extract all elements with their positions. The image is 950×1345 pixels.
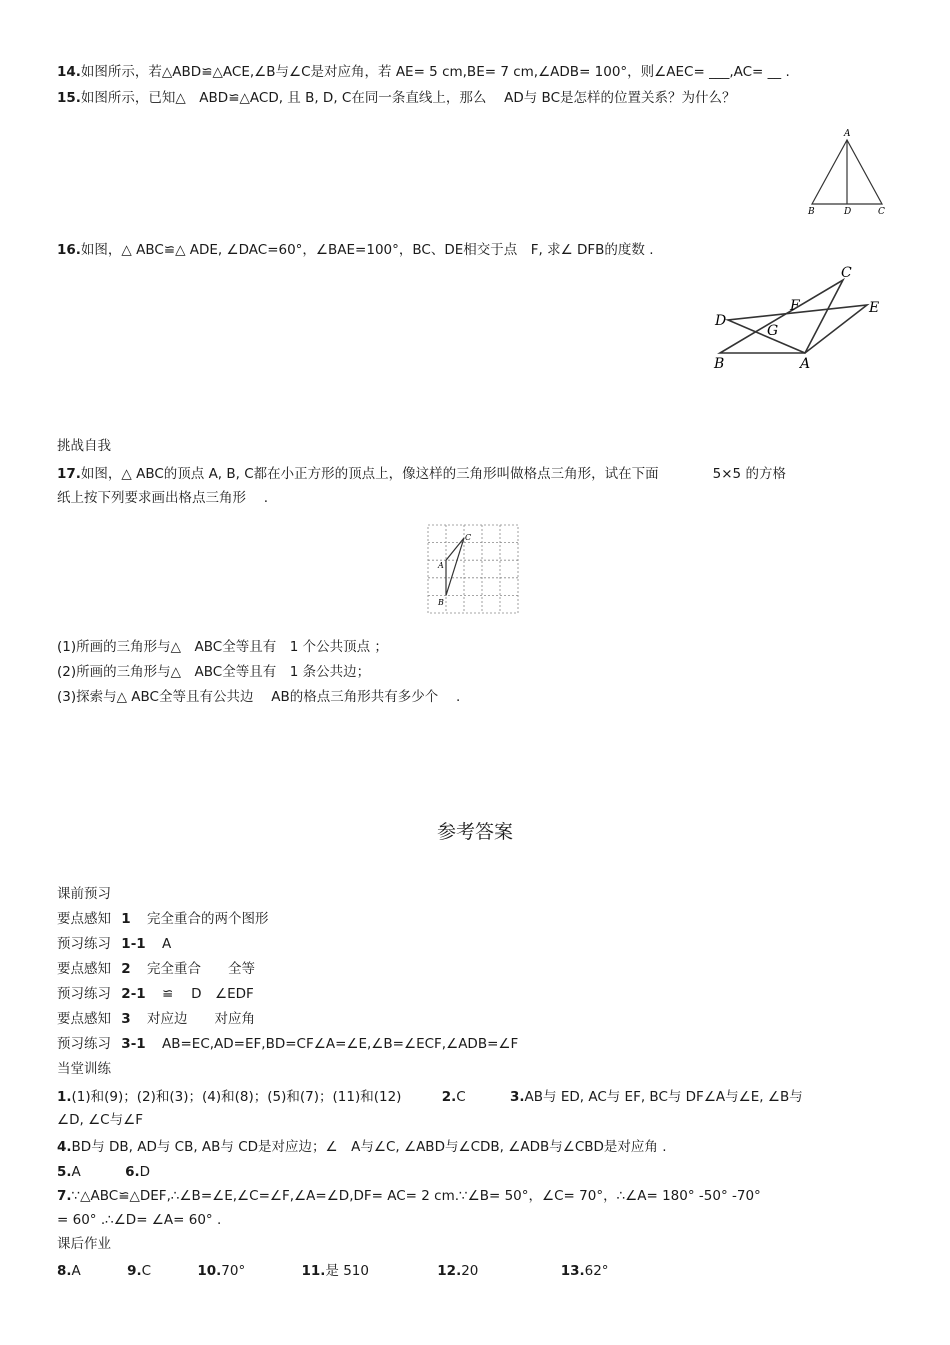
answer-text: ∵△ABC≌△DEF,∴∠B=∠E,∠C=∠F,∠A=∠D,DF= AC= 2 cm.∵∠B= 50°，∠C= 70°，∴∠A= 180° -50° -70° (71, 1188, 761, 1204)
question-text: 如图所示，若△ABD≌△ACE,∠B与∠C是对应角，若 AE= 5 cm,BE= 7 cm,∠ADB= 100°，则∠AEC= ___,AC= __ . (80, 64, 790, 80)
answer-text: 对应边 对应角 (147, 1011, 255, 1027)
answer-number: 10. (197, 1263, 222, 1279)
answer-number: 2. (441, 1089, 457, 1105)
question-number: 17. (57, 466, 81, 482)
answer-text: (1)和(9)；(2)和(3)；(4)和(8)；(5)和(7)；(11)和(12) (71, 1089, 402, 1105)
question-16 (57, 240, 654, 260)
answer-text: 20 (461, 1263, 479, 1279)
answer-3-continued: ∠D, ∠C与∠F (57, 1112, 143, 1128)
answer-number: 2 (121, 961, 131, 977)
label-F: F (790, 298, 800, 314)
answer-number: 3. (510, 1089, 525, 1105)
label-G: G (767, 323, 779, 339)
answer-number: 6. (125, 1164, 140, 1180)
answer-text: 完全重合 全等 (147, 961, 255, 977)
answer-number: 11. (301, 1263, 326, 1279)
answer-text: 70° (221, 1263, 246, 1279)
answer-text: 62° (584, 1263, 609, 1279)
answer-practice-3-1 (57, 1034, 518, 1054)
label-D: D (715, 313, 727, 329)
answer-label: 预习练习 (57, 986, 111, 1002)
label-A: A (800, 356, 811, 372)
answer-number: 5. (57, 1164, 72, 1180)
answer-number: 4. (57, 1139, 72, 1155)
q17-part-1: (1)所画的三角形与△ ABC全等且有 1 个公共顶点 ； (57, 639, 388, 655)
answer-number: 1-1 (121, 936, 146, 952)
label-A: A (844, 129, 851, 139)
answer-key-2 (57, 959, 255, 979)
answer-text: C (456, 1089, 466, 1105)
answer-number: 8. (57, 1263, 72, 1279)
label-B: B (714, 356, 725, 372)
answer-label: 预习练习 (57, 936, 111, 952)
answer-label: 要点感知 (57, 1011, 111, 1027)
answer-row-5-6 (57, 1162, 150, 1182)
answer-number: 12. (437, 1263, 462, 1279)
label-C: C (841, 265, 852, 281)
section-after-class: 课后作业 (57, 1236, 111, 1252)
answer-row-1-3 (57, 1087, 803, 1107)
answer-label: 要点感知 (57, 961, 111, 977)
answer-number: 3 (121, 1011, 131, 1027)
answer-text: BD与 DB, AD与 CB, AB与 CD是对应边；∠ A与∠C, ∠ABD与∠CDB, ∠ADB与∠CBD是对应角 . (71, 1139, 667, 1155)
answer-practice-1-1 (57, 934, 171, 954)
section-pre-class: 课前预习 (57, 886, 111, 902)
question-text: 如图，△ ABC≌△ ADE, ∠DAC=60°，∠BAE=100°，BC、DE相交于点 F, 求∠ DFB的度数 . (80, 242, 654, 258)
label-A: A (438, 561, 444, 570)
question-15 (57, 88, 736, 108)
label-B: B (808, 207, 815, 217)
question-17 (57, 464, 786, 484)
q17-part-3: (3)探索与△ ABC全等且有公共边 AB的格点三角形共有多少个 . (57, 689, 461, 705)
figure-grid-triangle (426, 523, 522, 618)
section-in-class: 当堂训练 (57, 1061, 111, 1077)
label-E: E (869, 300, 880, 316)
answer-text: A (71, 1263, 81, 1279)
answer-text: 完全重合的两个图形 (147, 911, 269, 927)
answer-text: C (141, 1263, 152, 1279)
label-C: C (465, 533, 472, 542)
question-text: 如图所示，已知△ ABD≌△ACD, 且 B, D, C在同一条直线上，那么 AD与 BC是怎样的位置关系？为什么？ (80, 90, 736, 106)
figure-isosceles-triangle (802, 126, 892, 218)
answer-number: 1. (57, 1089, 72, 1105)
answer-row-8-13 (57, 1261, 609, 1281)
answer-number: 9. (127, 1263, 142, 1279)
q17-part-2: (2)所画的三角形与△ ABC全等且有 1 条公共边； (57, 664, 371, 680)
label-D: D (844, 207, 852, 217)
answer-number: 13. (560, 1263, 585, 1279)
answer-7 (57, 1186, 761, 1206)
answer-text: A (71, 1164, 81, 1180)
label-C: C (878, 207, 885, 217)
question-17-continued: 纸上按下列要求画出格点三角形 . (57, 490, 269, 506)
question-number: 14. (57, 64, 81, 80)
answer-label: 要点感知 (57, 911, 111, 927)
answer-number: 1 (121, 911, 131, 927)
answer-7-continued: = 60° .∴∠D= ∠A= 60° . (57, 1212, 222, 1228)
answer-4 (57, 1137, 667, 1157)
answers-title: 参考答案 (436, 821, 513, 843)
answer-text: 是 510 (325, 1263, 369, 1279)
answer-label: 预习练习 (57, 1036, 111, 1052)
question-number: 16. (57, 242, 81, 258)
answer-text: AB=EC,AD=EF,BD=CF∠A=∠E,∠B=∠ECF,∠ADB=∠F (161, 1036, 519, 1052)
answer-key-3 (57, 1009, 255, 1029)
answer-text: ≌ D ∠EDF (161, 986, 254, 1002)
figure-congruent-triangles (705, 265, 890, 375)
label-B: B (438, 598, 444, 607)
section-challenge: 挑战自我 (57, 438, 111, 454)
question-number: 15. (57, 90, 81, 106)
answer-text: A (161, 936, 172, 952)
question-text: 如图，△ ABC的顶点 A, B, C都在小正方形的顶点上，像这样的三角形叫做格点三角形，试在下面 5×5 的方格 (80, 466, 786, 482)
answer-number: 2-1 (121, 986, 146, 1002)
answer-key-1 (57, 909, 269, 929)
answer-text: D (139, 1164, 151, 1180)
answer-text: AB与 ED, AC与 EF, BC与 DF∠A与∠E, ∠B与 (524, 1089, 803, 1105)
answer-number: 7. (57, 1188, 72, 1204)
answer-practice-2-1 (57, 984, 254, 1004)
question-14 (57, 62, 790, 82)
answer-number: 3-1 (121, 1036, 146, 1052)
